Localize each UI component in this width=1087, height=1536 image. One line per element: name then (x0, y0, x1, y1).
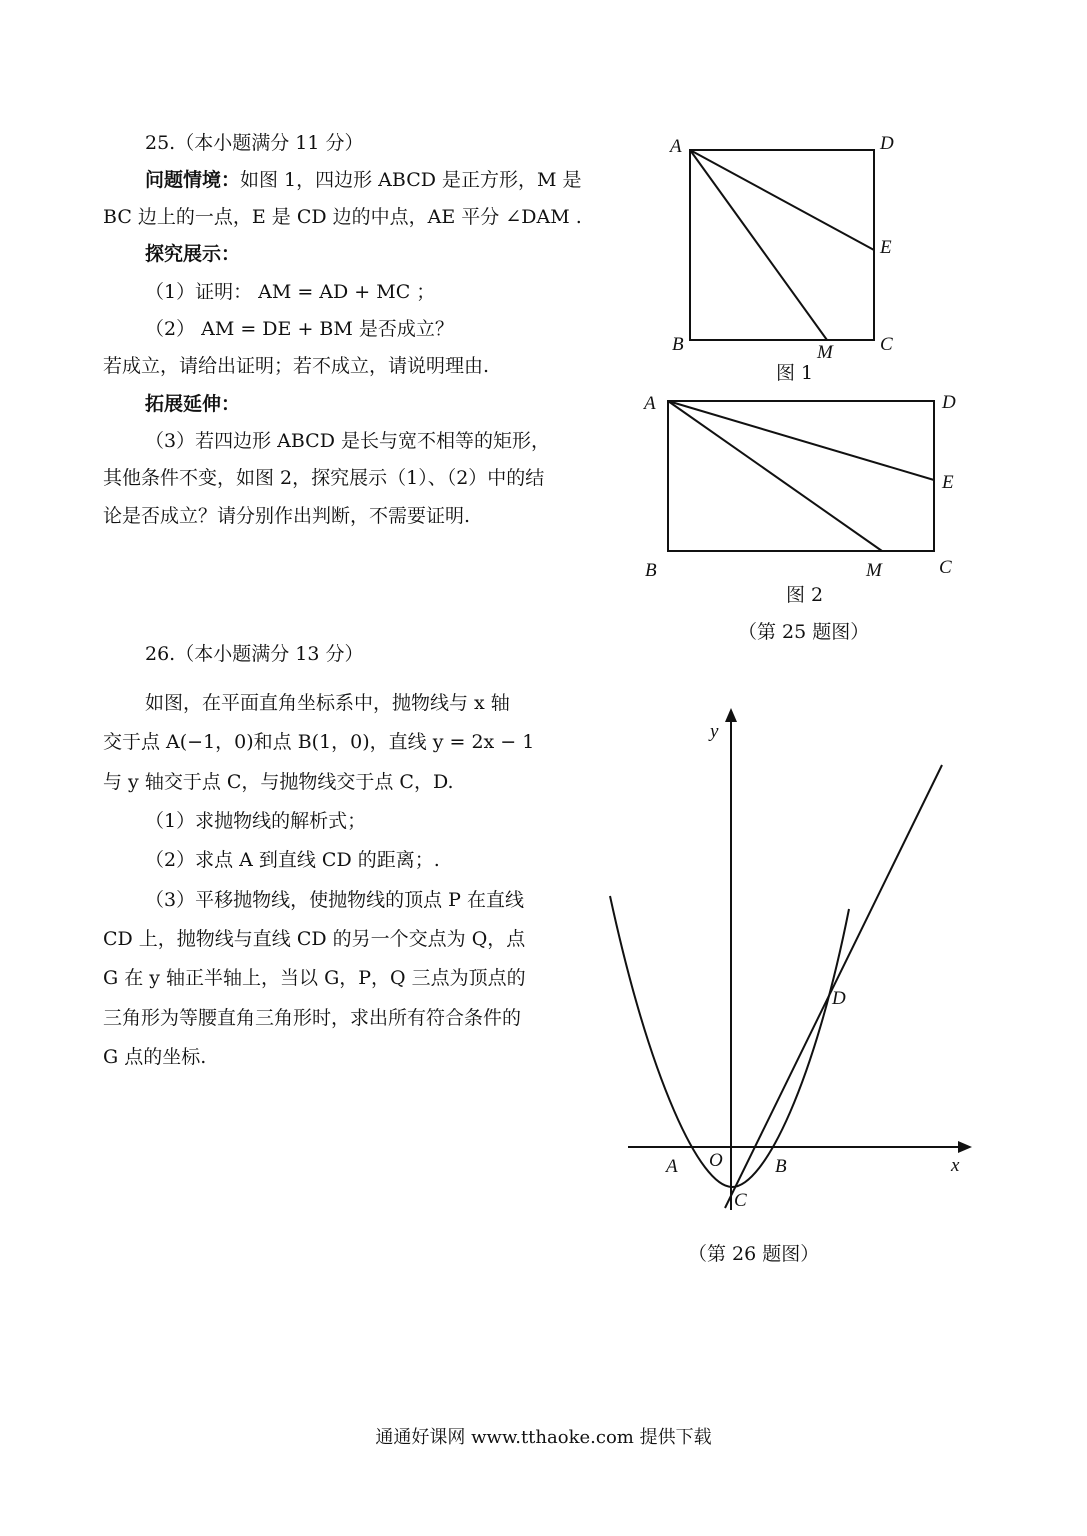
fig26-label-C: C (734, 1190, 747, 1211)
fig25-caption: （第 25 题图） (738, 621, 870, 643)
q26-item3-line1: （3）平移抛物线，使抛物线的顶点 P 在直线 (145, 889, 524, 911)
fig26-caption: （第 26 题图） (688, 1243, 820, 1265)
q25-item1: （1）证明： AM = AD + MC ； (145, 281, 436, 303)
q26-header: 26.（本小题满分 13 分） (145, 643, 364, 665)
q25-situation-label: 问题情境： (145, 169, 241, 191)
fig26-label-D: D (832, 988, 846, 1009)
q26-item3-line2: CD 上，抛物线与直线 CD 的另一个交点为 Q，点 (103, 928, 526, 950)
x-axis-arrow (958, 1141, 972, 1153)
fig1-caption: 图 1 (776, 362, 814, 384)
q25-explore-heading: 探究展示： (145, 243, 241, 265)
q25-item3-line2: 其他条件不变，如图 2，探究展示（1）、（2）中的结 (103, 467, 545, 489)
fig26-label-x: x (951, 1155, 960, 1176)
fig26-label-B: B (775, 1156, 787, 1177)
q26-item3-line5: G 点的坐标. (103, 1046, 207, 1068)
q26-line1: 如图，在平面直角坐标系中，抛物线与 x 轴 (145, 692, 510, 714)
fig2-caption: 图 2 (786, 584, 824, 606)
q25-extend-heading: 拓展延伸： (145, 393, 241, 415)
fig2-label-B: B (645, 560, 657, 581)
parabola (610, 896, 849, 1187)
fig1-label-D: D (880, 133, 894, 154)
q25-item3-line1: （3）若四边形 ABCD 是长与宽不相等的矩形， (145, 430, 550, 452)
q25-line1-text: 如图 1，四边形 ABCD 是正方形，M 是 (240, 169, 582, 191)
fig2-label-M: M (866, 560, 882, 581)
page-footer: 通通好课网 www.tthaoke.com 提供下载 (375, 1427, 712, 1448)
q26-line3: 与 y 轴交于点 C，与抛物线交于点 C，D. (103, 771, 454, 793)
q26-item1: （1）求抛物线的解析式； (145, 810, 367, 832)
fig2-label-E: E (942, 472, 954, 493)
q25-line2: BC 边上的一点，E 是 CD 边的中点，AE 平分 ∠DAM . (103, 206, 582, 228)
fig1-label-E: E (880, 237, 892, 258)
line-CD (725, 765, 942, 1208)
q25-header: 25.（本小题满分 11 分） (145, 132, 364, 154)
fig1-label-A: A (670, 136, 682, 157)
q26-item3-line4: 三角形为等腰直角三角形时，求出所有符合条件的 (103, 1007, 522, 1029)
fig1-label-M: M (817, 342, 833, 363)
fig1-label-C: C (880, 334, 893, 355)
q25-item3-line3: 论是否成立？请分别作出判断，不需要证明. (103, 505, 471, 527)
y-axis-arrow (725, 708, 737, 722)
q26-item2: （2）求点 A 到直线 CD 的距离；. (145, 849, 440, 871)
fig2-label-A: A (644, 393, 656, 414)
fig2-label-C: C (939, 557, 952, 578)
q25-item2-followup: 若成立，请给出证明；若不成立，请说明理由. (103, 355, 490, 377)
q26-item3-line3: G 在 y 轴正半轴上，当以 G，P，Q 三点为顶点的 (103, 967, 526, 989)
q26-line2: 交于点 A(−1，0)和点 B(1，0)，直线 y = 2x − 1 (103, 731, 535, 753)
q25-item2: （2） AM = DE + BM 是否成立？ (145, 318, 454, 340)
fig26-label-O: O (709, 1150, 723, 1171)
fig1-label-B: B (672, 334, 684, 355)
fig26-label-y: y (710, 721, 719, 742)
fig2-label-D: D (942, 392, 956, 413)
fig26-label-A: A (666, 1156, 678, 1177)
